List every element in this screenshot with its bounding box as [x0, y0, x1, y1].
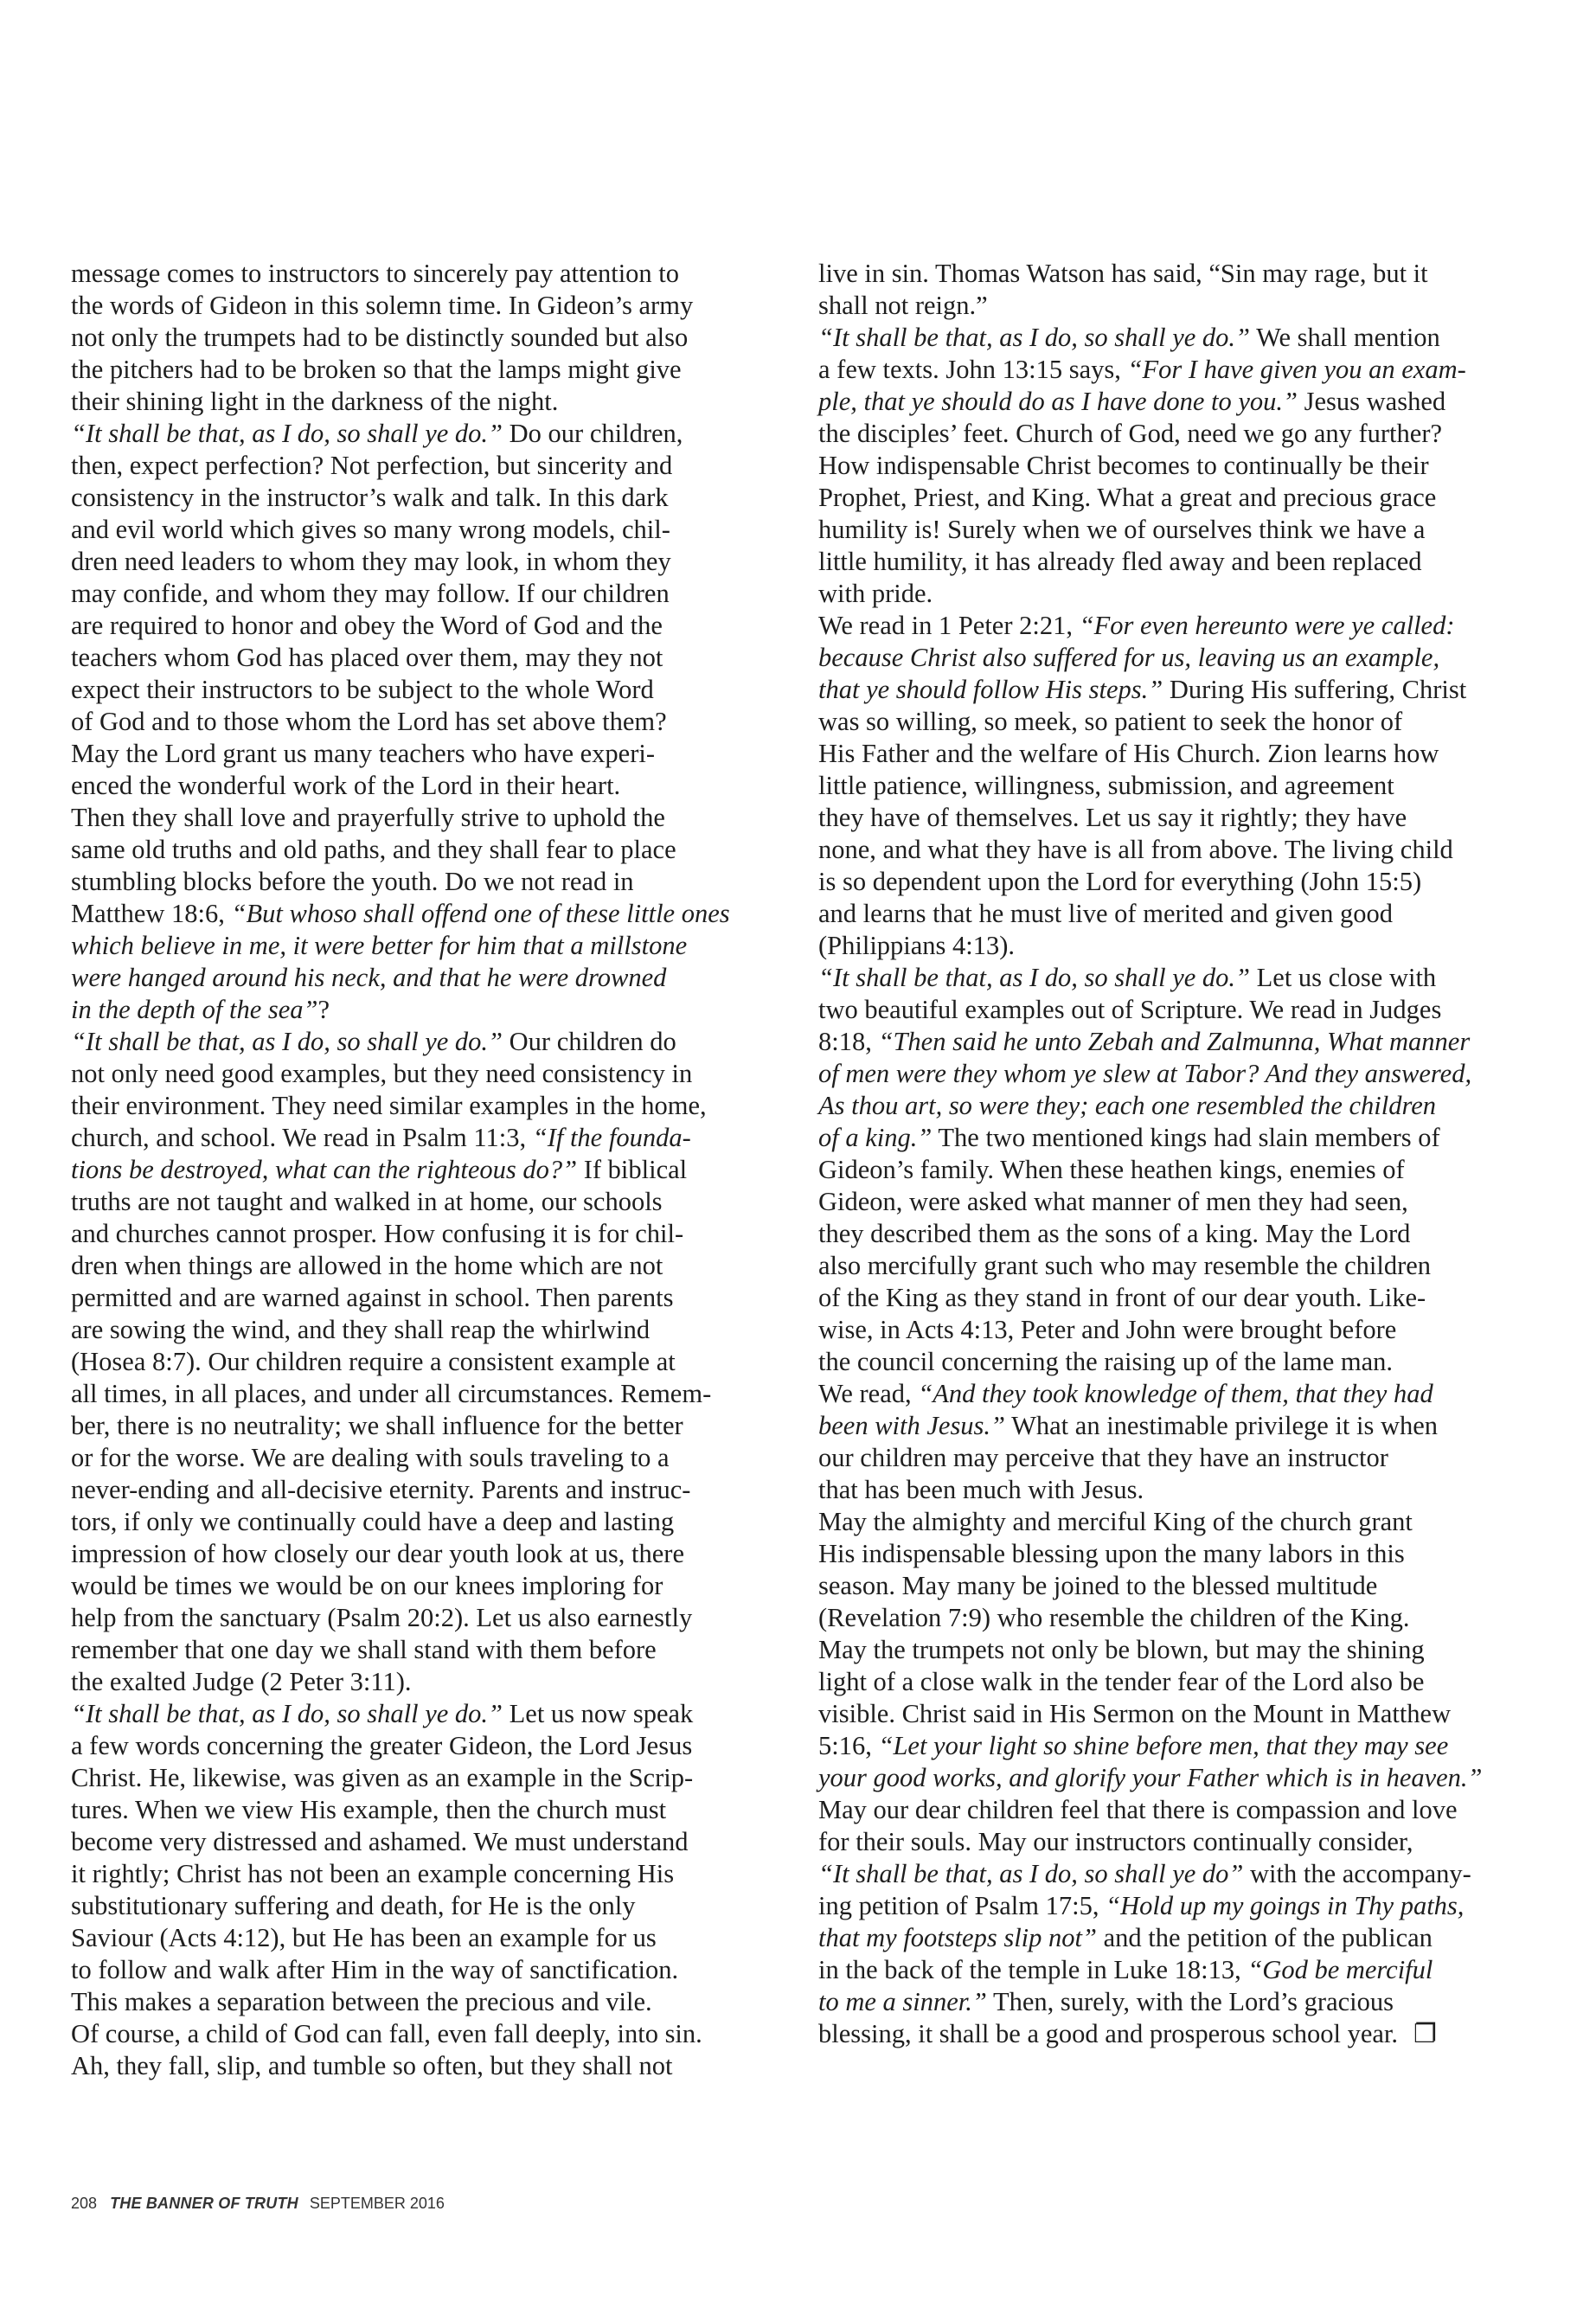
text-segment: none, and what they have is all from above. The living child: [818, 835, 1453, 864]
text-line: [71, 450, 815, 482]
text-segment: is so dependent upon the Lord for everything (John 15:5): [818, 867, 1422, 896]
text-segment: May the trumpets not only be blown, but may the shining: [818, 1635, 1425, 1664]
text-line: [818, 642, 1562, 674]
text-segment: with pride.: [818, 579, 933, 608]
text-segment: During His suffering, Christ: [1163, 675, 1467, 704]
text-line: [818, 1858, 1562, 1890]
text-segment: Christ. He, likewise, was given as an example in the Scrip-: [71, 1763, 694, 1792]
text-line: [818, 1282, 1562, 1314]
text-line: [71, 1026, 815, 1058]
text-segment: light of a close walk in the tender fear of the Lord also be: [818, 1667, 1425, 1696]
text-segment: remember that one day we shall stand with them before: [71, 1635, 657, 1664]
text-line: [71, 386, 815, 418]
text-line: [71, 1698, 815, 1730]
italic-quote-text: “For I have given you an exam-: [1127, 355, 1466, 384]
text-segment: and the petition of the publican: [1096, 1923, 1433, 1952]
text-line: [818, 1826, 1562, 1858]
text-segment: visible. Christ said in His Sermon on the Mount in Matthew: [818, 1699, 1452, 1728]
italic-quote-text: to me a sinner.”: [818, 1987, 987, 2016]
text-line: [818, 578, 1562, 610]
text-segment: Gideon’s family. When these heathen kings, enemies of: [818, 1155, 1405, 1184]
text-segment: tors, if only we continually could have a deep and lasting: [71, 1507, 675, 1536]
text-segment: may confide, and whom they may follow. If our children: [71, 579, 670, 608]
text-segment: our children may perceive that they have an instructor: [818, 1443, 1388, 1472]
text-segment: shall not reign.”: [818, 291, 988, 320]
text-line: [71, 1090, 815, 1122]
text-segment: a few words concerning the greater Gideon, the Lord Jesus: [71, 1731, 693, 1760]
text-line: [818, 962, 1562, 994]
text-line: [818, 514, 1562, 546]
text-line: [71, 258, 815, 290]
text-line: [818, 1346, 1562, 1378]
text-segment: 5:16,: [818, 1731, 879, 1760]
text-segment: His Father and the welfare of His Church. Zion learns how: [818, 739, 1439, 768]
text-line: [71, 1890, 815, 1922]
text-line: [818, 1890, 1562, 1922]
text-segment: their shining light in the darkness of the night.: [71, 387, 559, 416]
text-line: [818, 1794, 1562, 1826]
text-line: [818, 1570, 1562, 1602]
text-segment: substitutionary suffering and death, for He is the only: [71, 1891, 636, 1920]
text-line: [818, 834, 1562, 866]
text-segment: Do our children,: [503, 419, 683, 448]
italic-quote-text: tions be destroyed, what can the righteous do?”: [71, 1155, 578, 1184]
text-line: [818, 1730, 1562, 1762]
text-line: [71, 1378, 815, 1410]
text-segment: are sowing the wind, and they shall reap the whirlwind: [71, 1315, 651, 1344]
text-line: [818, 706, 1562, 738]
text-line: [71, 770, 815, 802]
text-segment: they described them as the sons of a king. May the Lord: [818, 1219, 1411, 1248]
text-segment: then, expect perfection? Not perfection, but sincerity and: [71, 451, 673, 480]
text-segment: We read in 1 Peter 2:21,: [818, 611, 1080, 640]
text-segment: a few texts. John 13:15 says,: [818, 355, 1128, 384]
text-line: [818, 546, 1562, 578]
text-segment: the council concerning the raising up of the lame man.: [818, 1347, 1394, 1376]
text-line: [71, 322, 815, 354]
text-segment: tures. When we view His example, then the church must: [71, 1795, 667, 1824]
text-segment: His indispensable blessing upon the many labors in this: [818, 1539, 1405, 1568]
text-segment: it rightly; Christ has not been an example concerning His: [71, 1859, 675, 1888]
text-line: [71, 994, 815, 1026]
text-segment: This makes a separation between the precious and vile.: [71, 1987, 652, 2016]
page-footer: [71, 2195, 445, 2213]
text-line: [71, 930, 815, 962]
text-line: [71, 1666, 815, 1698]
text-segment: also mercifully grant such who may resemble the children: [818, 1251, 1432, 1280]
text-line: [71, 1986, 815, 2018]
text-line: [818, 738, 1562, 770]
text-line: [818, 2018, 1562, 2050]
italic-quote-text: “Let your light so shine before men, that they may see: [878, 1731, 1449, 1760]
text-line: [71, 1538, 815, 1570]
italic-quote-text: of a king.”: [818, 1123, 933, 1152]
text-segment: We read,: [818, 1379, 919, 1408]
text-line: [71, 962, 815, 994]
text-line: [818, 290, 1562, 322]
text-line: [818, 1218, 1562, 1250]
text-segment: (Philippians 4:13).: [818, 931, 1016, 960]
text-line: [818, 258, 1562, 290]
text-segment: for their souls. May our instructors continually consider,: [818, 1827, 1413, 1856]
text-segment: season. May many be joined to the blessed multitude: [818, 1571, 1378, 1600]
text-line: [818, 1026, 1562, 1058]
italic-quote-text: “If the founda-: [532, 1123, 691, 1152]
italic-quote-text: that my footsteps slip not”: [818, 1923, 1097, 1952]
text-segment: the words of Gideon in this solemn time. In Gideon’s army: [71, 291, 694, 320]
text-segment: Our children do: [503, 1027, 676, 1056]
text-line: [71, 642, 815, 674]
text-line: [818, 1602, 1562, 1634]
text-segment: permitted and are warned against in school. Then parents: [71, 1283, 674, 1312]
text-segment: little humility, it has already fled away and been replaced: [818, 547, 1422, 576]
text-segment: The two mentioned kings had slain members of: [932, 1123, 1440, 1152]
text-line: [71, 2050, 815, 2082]
text-segment: If biblical: [577, 1155, 688, 1184]
text-line: [818, 1474, 1562, 1506]
text-segment: Prophet, Priest, and King. What a great and precious grace: [818, 483, 1437, 512]
text-line: [818, 1058, 1562, 1090]
text-line: [71, 1154, 815, 1186]
text-segment: or for the worse. We are dealing with souls traveling to a: [71, 1443, 670, 1472]
text-segment: little patience, willingness, submission, and agreement: [818, 771, 1394, 800]
text-segment: Let us now speak: [503, 1699, 694, 1728]
text-segment: Of course, a child of God can fall, even fall deeply, into sin.: [71, 2019, 702, 2048]
italic-quote-text: “Then said he unto Zebah and Zalmunna, What manner: [878, 1027, 1471, 1056]
text-line: [818, 354, 1562, 386]
text-line: [71, 610, 815, 642]
text-line: [71, 834, 815, 866]
text-segment: Gideon, were asked what manner of men they had seen,: [818, 1187, 1408, 1216]
text-segment: dren when things are allowed in the home which are not: [71, 1251, 663, 1280]
italic-quote-text: that ye should follow His steps.”: [818, 675, 1163, 704]
text-segment: enced the wonderful work of the Lord in their heart.: [71, 771, 621, 800]
text-segment: teachers whom God has placed over them, may they not: [71, 643, 663, 672]
text-segment: the exalted Judge (2 Peter 3:11).: [71, 1667, 412, 1696]
text-segment: their environment. They need similar examples in the home,: [71, 1091, 707, 1120]
text-segment: two beautiful examples out of Scripture. We read in Judges: [818, 995, 1442, 1024]
italic-quote-text: were hanged around his neck, and that he were drowned: [71, 963, 667, 992]
text-segment: (Revelation 7:9) who resemble the children of the King.: [818, 1603, 1410, 1632]
text-line: [818, 866, 1562, 898]
text-segment: message comes to instructors to sincerely pay attention to: [71, 259, 680, 288]
text-segment: Matthew 18:6,: [71, 899, 232, 928]
text-segment: May the Lord grant us many teachers who have experi-: [71, 739, 655, 768]
text-line: [818, 1090, 1562, 1122]
text-line: [818, 1986, 1562, 2018]
text-segment: and churches cannot prosper. How confusing it is for chil-: [71, 1219, 684, 1248]
italic-quote-text: “It shall be that, as I do, so shall ye do.”: [71, 419, 503, 448]
text-line: [71, 1634, 815, 1666]
text-line: [71, 1762, 815, 1794]
text-segment: wise, in Acts 4:13, Peter and John were brought before: [818, 1315, 1397, 1344]
text-line: [71, 1602, 815, 1634]
page-number: 208: [71, 2195, 98, 2212]
text-line: [71, 1506, 815, 1538]
text-line: [818, 898, 1562, 930]
italic-quote-text: “It shall be that, as I do, so shall ye do”: [818, 1859, 1244, 1888]
text-segment: to follow and walk after Him in the way of sanctification.: [71, 1955, 679, 1984]
text-segment: 8:18,: [818, 1027, 879, 1056]
text-line: [71, 546, 815, 578]
italic-quote-text: “For even hereunto were ye called:: [1079, 611, 1455, 640]
text-segment: dren need leaders to whom they may look, in whom they: [71, 547, 671, 576]
text-line: [818, 482, 1562, 514]
text-segment: live in sin. Thomas Watson has said, “Sin may rage, but it: [818, 259, 1428, 288]
text-line: [818, 418, 1562, 450]
text-line: [818, 450, 1562, 482]
text-segment: May the almighty and merciful King of the church grant: [818, 1507, 1413, 1536]
left-column: [71, 258, 815, 2082]
italic-quote-text: because Christ also suffered for us, leaving us an example,: [818, 643, 1440, 672]
text-line: [818, 1186, 1562, 1218]
text-line: [71, 1570, 815, 1602]
text-line: [71, 898, 815, 930]
text-line: [71, 1058, 815, 1090]
text-line: [818, 994, 1562, 1026]
text-line: [818, 1154, 1562, 1186]
italic-quote-text: “Hold up my goings in Thy paths,: [1106, 1891, 1465, 1920]
text-segment: they have of themselves. Let us say it rightly; they have: [818, 803, 1407, 832]
text-line: [71, 802, 815, 834]
italic-quote-text: ple, that ye should do as I have done to you.”: [818, 387, 1298, 416]
text-line: [71, 1858, 815, 1890]
text-line: [818, 1954, 1562, 1986]
italic-quote-text: “It shall be that, as I do, so shall ye do.”: [71, 1699, 503, 1728]
italic-quote-text: As thou art, so were they; each one resembled the children: [818, 1091, 1437, 1120]
text-segment: help from the sanctuary (Psalm 20:2). Let us also earnestly: [71, 1603, 693, 1632]
magazine-title: THE BANNER OF TRUTH: [110, 2195, 298, 2212]
text-line: [818, 1122, 1562, 1154]
text-line: [71, 1474, 815, 1506]
right-column: [818, 258, 1562, 2050]
text-line: [818, 1538, 1562, 1570]
text-segment: ing petition of Psalm 17:5,: [818, 1891, 1106, 1920]
text-segment: What an inestimable privilege it is when: [1005, 1411, 1439, 1440]
text-line: [71, 1314, 815, 1346]
text-segment: (Hosea 8:7). Our children require a consistent example at: [71, 1347, 676, 1376]
italic-quote-text: in the depth of the sea”: [71, 995, 318, 1024]
text-segment: church, and school. We read in Psalm 11:3,: [71, 1123, 533, 1152]
text-line: [71, 1218, 815, 1250]
text-line: [71, 418, 815, 450]
text-line: [71, 354, 815, 386]
text-line: [71, 578, 815, 610]
text-line: [818, 1378, 1562, 1410]
text-line: [818, 770, 1562, 802]
text-segment: blessing, it shall be a good and prosperous school year.: [818, 2019, 1399, 2048]
italic-quote-text: “It shall be that, as I do, so shall ye do.”: [818, 323, 1251, 352]
text-line: [71, 674, 815, 706]
text-segment: stumbling blocks before the youth. Do we not read in: [71, 867, 634, 896]
text-segment: May our dear children feel that there is compassion and love: [818, 1795, 1458, 1824]
text-segment: in the back of the temple in Luke 18:13,: [818, 1955, 1248, 1984]
text-segment: that has been much with Jesus.: [818, 1475, 1144, 1504]
text-line: [818, 386, 1562, 418]
text-segment: Jesus washed: [1298, 387, 1446, 416]
text-line: [818, 1762, 1562, 1794]
text-line: [71, 738, 815, 770]
text-segment: would be times we would be on our knees imploring for: [71, 1571, 663, 1600]
text-line: [71, 1826, 815, 1858]
text-line: [818, 1666, 1562, 1698]
text-segment: become very distressed and ashamed. We must understand: [71, 1827, 689, 1856]
italic-quote-text: “God be merciful: [1247, 1955, 1433, 1984]
text-line: [818, 610, 1562, 642]
italic-quote-text: your good works, and glorify your Father which is in heaven.”: [818, 1763, 1483, 1792]
text-segment: the pitchers had to be broken so that the lamps might give: [71, 355, 682, 384]
text-line: [71, 1250, 815, 1282]
italic-quote-text: which believe in me, it were better for him that a millstone: [71, 931, 688, 960]
text-segment: of the King as they stand in front of our dear youth. Like-: [818, 1283, 1426, 1312]
text-line: [71, 1954, 815, 1986]
text-segment: of God and to those whom the Lord has set above them?: [71, 707, 667, 736]
text-segment: Then they shall love and prayerfully strive to uphold the: [71, 803, 665, 832]
text-segment: truths are not taught and walked in at home, our schools: [71, 1187, 663, 1216]
text-segment: humility is! Surely when we of ourselves think we have a: [818, 515, 1426, 544]
text-segment: Let us close with: [1250, 963, 1437, 992]
text-line: [71, 1730, 815, 1762]
text-segment: not only the trumpets had to be distinctly sounded but also: [71, 323, 689, 352]
text-line: [818, 1410, 1562, 1442]
text-segment: was so willing, so meek, so patient to seek the honor of: [818, 707, 1403, 736]
text-segment: and learns that he must live of merited and given good: [818, 899, 1394, 928]
text-segment: with the accompany-: [1243, 1859, 1471, 1888]
text-line: [71, 706, 815, 738]
text-segment: consistency in the instructor’s walk and talk. In this dark: [71, 483, 669, 512]
text-line: [818, 1506, 1562, 1538]
text-line: [71, 482, 815, 514]
text-segment: and evil world which gives so many wrong models, chil-: [71, 515, 670, 544]
text-segment: same old truths and old paths, and they shall fear to place: [71, 835, 676, 864]
text-segment: How indispensable Christ becomes to continually be their: [818, 451, 1429, 480]
text-line: [71, 1794, 815, 1826]
text-segment: impression of how closely our dear youth look at us, there: [71, 1539, 684, 1568]
text-segment: not only need good examples, but they need consistency in: [71, 1059, 693, 1088]
text-line: [818, 1922, 1562, 1954]
italic-quote-text: “It shall be that, as I do, so shall ye do.”: [71, 1027, 503, 1056]
text-line: [71, 2018, 815, 2050]
text-segment: are required to honor and obey the Word of God and the: [71, 611, 663, 640]
text-line: [71, 1122, 815, 1154]
text-line: [818, 1314, 1562, 1346]
italic-quote-text: “And they took knowledge of them, that they had: [918, 1379, 1433, 1408]
text-line: [818, 802, 1562, 834]
text-line: [71, 1442, 815, 1474]
text-line: [818, 1634, 1562, 1666]
text-line: [71, 514, 815, 546]
text-segment: Saviour (Acts 4:12), but He has been an example for us: [71, 1923, 657, 1952]
text-segment: Then, surely, with the Lord’s gracious: [986, 1987, 1394, 2016]
text-line: [818, 930, 1562, 962]
issue-date: SEPTEMBER 2016: [309, 2195, 445, 2212]
text-line: [818, 674, 1562, 706]
text-segment: all times, in all places, and under all circumstances. Remem-: [71, 1379, 712, 1408]
text-line: [71, 1346, 815, 1378]
text-line: [71, 1922, 815, 1954]
text-line: [818, 1442, 1562, 1474]
text-segment: Ah, they fall, slip, and tumble so often, but they shall not: [71, 2051, 673, 2080]
text-line: [818, 1250, 1562, 1282]
italic-quote-text: of men were they whom ye slew at Tabor? And they answered,: [818, 1059, 1472, 1088]
italic-quote-text: “But whoso shall offend one of these little ones: [231, 899, 730, 928]
text-segment: the disciples’ feet. Church of God, need we go any further?: [818, 419, 1443, 448]
text-line: [71, 1282, 815, 1314]
italic-quote-text: “It shall be that, as I do, so shall ye do.”: [818, 963, 1251, 992]
italic-quote-text: been with Jesus.”: [818, 1411, 1006, 1440]
text-line: [818, 322, 1562, 354]
text-line: [71, 1410, 815, 1442]
text-line: [818, 1698, 1562, 1730]
text-segment: We shall mention: [1250, 323, 1440, 352]
text-segment: ?: [317, 995, 330, 1024]
text-line: [71, 290, 815, 322]
text-segment: ber, there is no neutrality; we shall influence for the better: [71, 1411, 683, 1440]
text-line: [71, 866, 815, 898]
text-segment: expect their instructors to be subject to the whole Word: [71, 675, 654, 704]
end-of-article-icon: ❐: [1413, 2020, 1437, 2048]
text-segment: never-ending and all-decisive eternity. Parents and instruc-: [71, 1475, 691, 1504]
text-line: [71, 1186, 815, 1218]
